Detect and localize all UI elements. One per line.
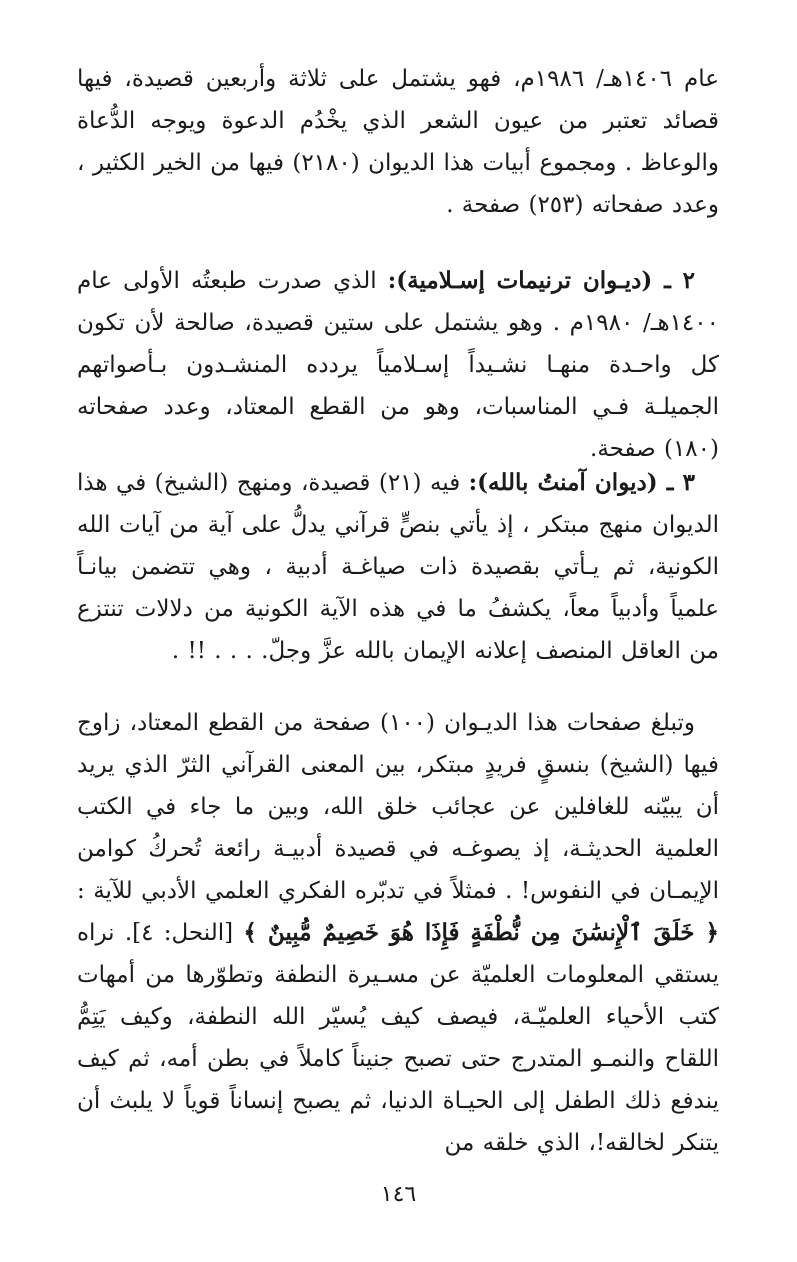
paragraph-2 bbox=[77, 260, 719, 470]
paragraph-3-body bbox=[77, 462, 719, 672]
page-number: ١٤٦ bbox=[380, 1182, 417, 1207]
paragraph-4-body bbox=[77, 702, 719, 1164]
paragraph-3 bbox=[77, 462, 719, 672]
paragraph-4 bbox=[77, 702, 719, 1164]
paragraph-3-text: فيه (٢١) قصيدة، ومنهج (الشيخ) في هذا الديوان منهج مبتكر ، إذ يأتي بنصٍّ قرآني يدلُّ على آية من آيات الله الكونية، ثم يـأتي بقصيدة ذات صياغـة أدبية ، وهي تتضمن بيانـاً علمياً وأدبياً معاً، يكشفُ ما في هذه الآية الكونية من دلالات تنتزع من العاقل المنصف إعلانه الإيمان بالله عزَّ وجلّ. . . . !! . bbox=[77, 470, 719, 664]
paragraph-2-body bbox=[77, 260, 719, 470]
paragraph-2-heading: ٢ ـ (ديـوان ترنيمات إسـلامية): bbox=[387, 267, 695, 294]
paragraph-4-text-before: وتبلغ صفحات هذا الديـوان (١٠٠) صفحة من القطع المعتاد، زاوج فيها (الشيخ) بنسقٍ فريدٍ مبتكر، بين المعنى القرآني الثرّ الذي يريد أن يبيّنه للغافلين عن عجائب خلق الله، وبين ما جاء في الكتب العلمية الحديثـة، إذ يصوغـه في قصيدة أدبيـة رائعة تُحركُ كوامن الإيمـان في النفوس! . فمثلاً في تدبّره الفكري العلمي الأدبي للآية : bbox=[77, 710, 719, 904]
paragraph-3-heading: ٣ ـ (ديوان آمنتُ بالله): bbox=[468, 469, 695, 496]
paragraph-4-text-after: [النحل: ٤]. نراه يستقي المعلومات العلميّة عن مسـيرة النطفة وتطوّرها من أمهات كتب الأحياء العلميّـة، فيصف كيف يُسيّر الله النطفة، وكيف يَتِمُّ اللقاح والنمـو المتدرج حتى تصبح جنيناً كاملاً في بطن أمه، ثم كيف يندفع ذلك الطفل إلى الحيـاة الدنيا، ثم يصبح إنساناً قوياً لا يلبث أن يتنكر لخالقه!، الذي خلقه من bbox=[77, 920, 719, 1156]
paragraph-1-text: عام ١٤٠٦هـ/ ١٩٨٦م، فهو يشتمل على ثلاثة وأربعين قصيدة، فيها قصائد تعتبر من عيون الشعر الذي يخْدُم الدعوة ويوجه الدُّعاة والوعاظ . ومجموع أبيات هذا الديوان (٢١٨٠) فيها من الخير الكثير ، وعدد صفحاته (٢٥٣) صفحة . bbox=[77, 66, 719, 218]
paragraph-2-text: الذي صدرت طبعتُه الأولى عام ١٤٠٠هـ/ ١٩٨٠م . وهو يشتمل على ستين قصيدة، صالحة لأن تكون كل واحـدة منهـا نشـيداً إسـلامياً يردده المنشـدون بـأصواتهم الجميلـة فـي المناسبات، وهو من القطع المعتاد، وعدد صفحاته (١٨٠) صفحة. bbox=[77, 268, 719, 462]
quran-verse: ﴿ خَلَقَ ٱلْإِنسَٰنَ مِن نُّطْفَةٍ فَإِذَا هُوَ خَصِيمٌ مُّبِينٌ ﴾ bbox=[243, 919, 719, 946]
paragraph-1 bbox=[77, 58, 719, 226]
